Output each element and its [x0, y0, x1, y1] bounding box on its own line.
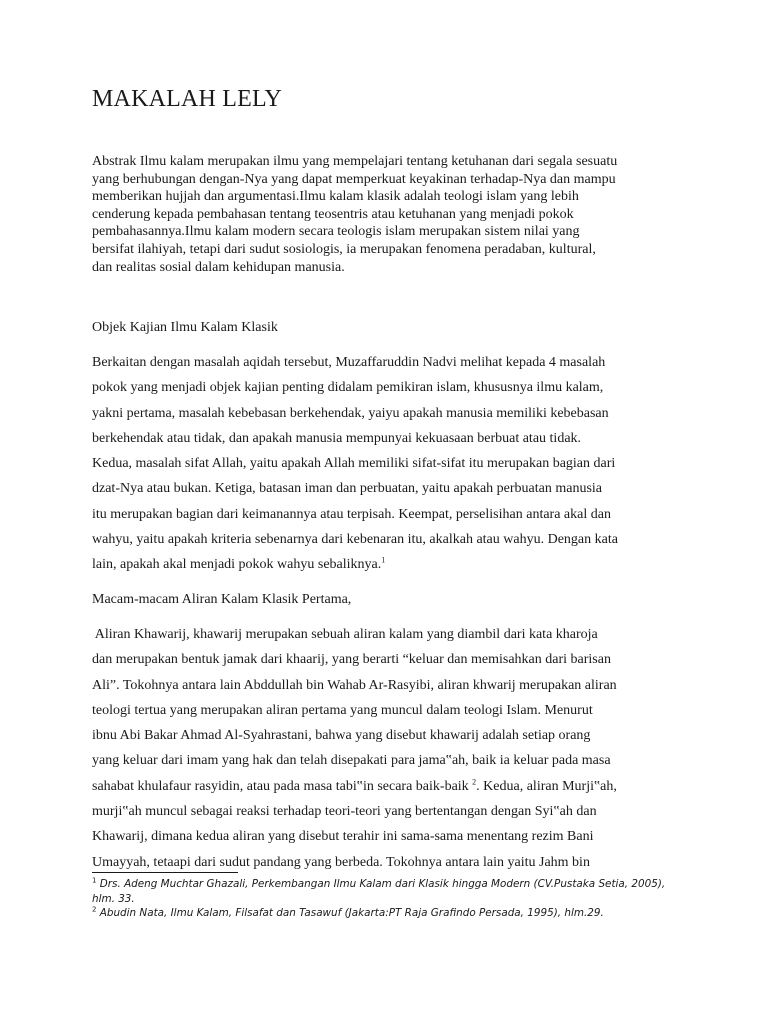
footnote-text: Abudin Nata, Ilmu Kalam, Filsafat dan Tasawuf (Jakarta:PT Raja Grafindo Persada, 1995), hlm.29. — [96, 907, 604, 919]
footnote-text: Drs. Adeng Muchtar Ghazali, Perkembangan Ilmu Kalam dari Klasik hingga Modern (CV.Pustaka Setia, 2005), — [96, 878, 666, 890]
paragraph-line: Khawarij, dimana kedua aliran yang disebut terahir ini sama-sama menentang rezim Bani — [92, 829, 594, 845]
paragraph-line: itu merupakan bagian dari keimanannya atau terpisah. Keempat, perselisihan antara akal dan — [92, 506, 611, 522]
footnote-2 — [92, 906, 692, 921]
paragraph-line: murji‟ah muncul sebagai reaksi terhadap teori-teori yang bertentangan dengan Syi‟ah dan — [92, 804, 597, 820]
footnotes — [92, 877, 692, 921]
footnote-reference-2[interactable]: 2 — [472, 777, 477, 787]
abstract-line: cenderung kepada pembahasan tentang teosentris atau ketuhanan yang menjadi pokok — [92, 206, 574, 222]
paragraph-line: teologi tertua yang merupakan aliran pertama yang muncul dalam teologi Islam. Menurut — [92, 702, 593, 718]
abstract-paragraph — [92, 153, 682, 276]
footnote-reference-1[interactable]: 1 — [381, 555, 386, 565]
paragraph-line: dzat-Nya atau bukan. Ketiga, batasan iman dan perbuatan, yaitu apakah perbuatan manusia — [92, 481, 603, 497]
abstract-line: yang berhubungan dengan-Nya yang dapat memperkuat keyakinan terhadap-Nya dan mampu — [92, 171, 616, 187]
section-heading-aliran-kalam: Macam-macam Aliran Kalam Klasik Pertama, — [92, 592, 352, 607]
paragraph-line: Umayyah, tetaapi dari sudut pandang yang berbeda. Tokohnya antara lain yaitu Jahm bin — [92, 854, 590, 870]
paragraph-line: wahyu, yaitu apakah kriteria sebenarnya dari kebenaran itu, akalkah atau wahyu. Dengan kata — [92, 532, 618, 548]
paragraph-line: pokok yang menjadi objek kajian penting didalam pemikiran islam, khususnya ilmu kalam, — [92, 380, 604, 396]
paragraph-line: berkehendak atau tidak, dan apakah manusia mempunyai kekuasaan berbuat atau tidak. — [92, 430, 582, 446]
paragraph-line-text: lain, apakah akal menjadi pokok wahyu sebaliknya. — [92, 557, 382, 573]
paragraph-line — [92, 774, 692, 799]
document-title: MAKALAH LELY — [92, 86, 282, 112]
footnote-number-1: 1 — [92, 876, 97, 885]
abstract-line: memberikan hujjah dan argumentasi.Ilmu kalam klasik adalah teologi islam yang lebih — [92, 189, 579, 205]
paragraph-line: yang keluar dari imam yang hak dan telah disepakati para jama‟ah, baik ia keluar pada masa — [92, 753, 611, 769]
abstract-line: dan realitas sosial dalam kehidupan manusia. — [92, 259, 345, 275]
section-paragraph-objek-kajian — [92, 350, 692, 578]
paragraph-line: dan merupakan bentuk jamak dari khaarij, yang berarti “keluar dan memisahkan dari barisan — [92, 652, 611, 668]
footnote-separator — [92, 872, 238, 873]
footnote-1 — [92, 877, 692, 892]
paragraph-line: ibnu Abi Bakar Ahmad Al-Syahrastani, bahwa yang disebut khawarij adalah setiap orang — [92, 728, 591, 744]
paragraph-line: Berkaitan dengan masalah aqidah tersebut, Muzaffaruddin Nadvi melihat kepada 4 masalah — [92, 355, 606, 370]
footnote-number-2: 2 — [92, 905, 97, 914]
paragraph-line: Ali”. Tokohnya antara lain Abddullah bin Wahab Ar-Rasyibi, aliran khwarij merupakan aliran — [92, 677, 617, 693]
paragraph-line: Aliran Khawarij, khawarij merupakan sebuah aliran kalam yang diambil dari kata kharoja — [92, 627, 598, 642]
paragraph-line-text: . Kedua, aliran Murji‟ah, — [476, 778, 617, 794]
paragraph-line-text: sahabat khulafaur rasyidin, atau pada masa tabi‟in secara baik-baik — [92, 778, 473, 794]
footnote-1-continuation: hlm. 33. — [92, 892, 135, 905]
abstract-line: Abstrak Ilmu kalam merupakan ilmu yang mempelajari tentang ketuhanan dari segala sesuatu — [92, 154, 618, 169]
paragraph-line: Kedua, masalah sifat Allah, yaitu apakah Allah memiliki sifat-sifat itu merupakan bagian dari — [92, 456, 616, 472]
paragraph-line: yakni pertama, masalah kebebasan berkehendak, yaiyu apakah manusia memiliki kebebasan — [92, 405, 609, 421]
section-heading-objek-kajian: Objek Kajian Ilmu Kalam Klasik — [92, 320, 278, 335]
section-paragraph-aliran-kalam — [92, 622, 692, 875]
abstract-line: pembahasannya.Ilmu kalam modern secara teologis islam merupakan sistem nilai yang — [92, 224, 580, 240]
paragraph-line — [92, 552, 692, 577]
abstract-line: bersifat ilahiyah, tetapi dari sudut sosiologis, ia merupakan fenomena peradaban, kultural, — [92, 241, 596, 257]
